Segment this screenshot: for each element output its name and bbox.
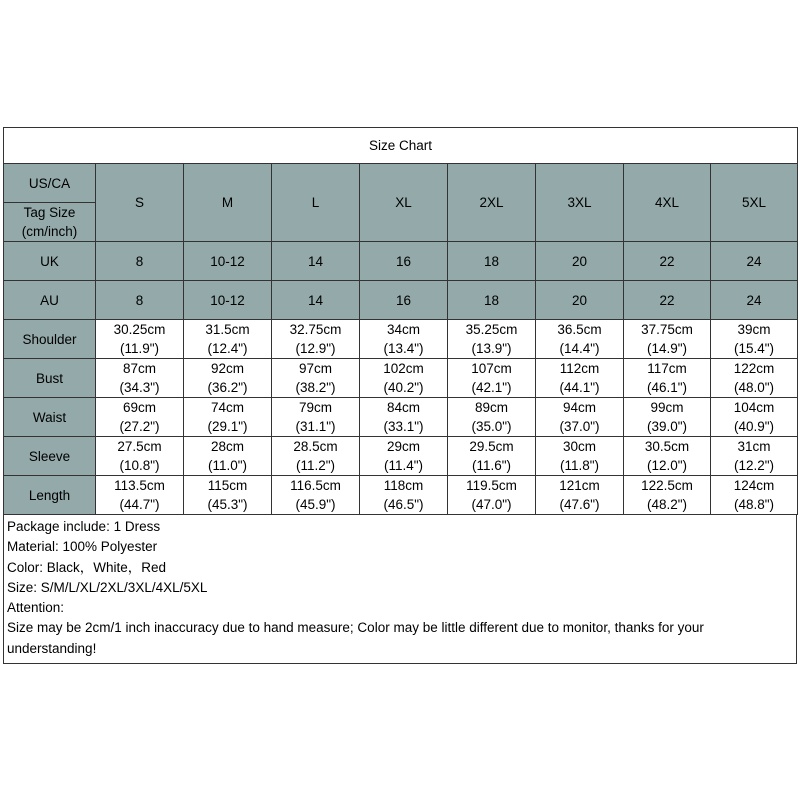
cm-value: 34cm (386, 322, 420, 337)
cm-value: 31cm (737, 439, 771, 454)
cm-value: 39cm (737, 322, 771, 337)
measurement-row (4, 398, 798, 437)
color-note: Color: Black，White，Red (7, 559, 167, 575)
cm-value: 97cm (298, 361, 332, 376)
table-cell (96, 359, 184, 398)
inch-value: (11.0") (207, 458, 248, 473)
table-cell (536, 359, 624, 398)
table-cell (184, 437, 272, 476)
table-cell (448, 398, 536, 437)
cm-value: 124cm (733, 478, 775, 493)
measurement-row (4, 320, 798, 359)
table-cell: 10-12 (184, 281, 272, 320)
cm-value: 112cm (559, 361, 600, 376)
table-cell (448, 359, 536, 398)
cm-value: 117cm (647, 361, 687, 376)
cm-value: 29cm (386, 439, 420, 454)
size-header-l: L (272, 164, 360, 242)
size-header-m: M (184, 164, 272, 242)
conversion-row (4, 281, 798, 320)
inch-value: (12.0") (646, 458, 688, 473)
inch-value: (38.2") (295, 380, 336, 395)
table-cell (360, 359, 448, 398)
table-cell (624, 398, 711, 437)
table-cell: 16 (360, 242, 448, 281)
cm-value: 115cm (207, 478, 248, 493)
attention-note: Attention: (7, 600, 65, 616)
conversion-row (4, 242, 798, 281)
table-cell (272, 359, 360, 398)
tag-size-text: Tag Size (23, 205, 76, 220)
cm-value: 87cm (122, 361, 156, 376)
table-cell (272, 476, 360, 515)
product-notes (3, 515, 797, 664)
inch-value: (39.0") (646, 419, 688, 434)
cm-value: 31.5cm (205, 322, 250, 337)
inch-value: (47.0") (471, 497, 512, 512)
cm-value: 69cm (122, 400, 156, 415)
size-header-3xl: 3XL (536, 164, 624, 242)
table-cell (711, 437, 798, 476)
size-note: Size: S/M/L/XL/2XL/3XL/4XL/5XL (7, 579, 208, 595)
table-cell: 20 (536, 242, 624, 281)
inch-value: (14.9") (646, 341, 688, 356)
table-cell (624, 437, 711, 476)
inch-value: (27.2") (119, 419, 160, 434)
inch-value: (12.9") (295, 341, 336, 356)
table-cell (711, 320, 798, 359)
row-label: Sleeve (4, 437, 96, 476)
table-cell: 14 (272, 242, 360, 281)
cm-value: 28cm (210, 439, 244, 454)
cm-value: 36.5cm (557, 322, 602, 337)
inch-value: (36.2") (207, 380, 248, 395)
material-note: Material: 100% Polyester (7, 539, 158, 555)
inch-value: (45.9") (295, 497, 336, 512)
table-cell (536, 398, 624, 437)
table-cell: 10-12 (184, 242, 272, 281)
row-label: Shoulder (4, 320, 96, 359)
table-cell (536, 437, 624, 476)
tag-size-label (4, 203, 96, 242)
table-cell (184, 398, 272, 437)
table-cell (360, 320, 448, 359)
row-label: Waist (4, 398, 96, 437)
cm-value: 30.5cm (644, 439, 690, 454)
table-cell: 18 (448, 281, 536, 320)
cm-value: 118cm (383, 478, 424, 493)
cm-value: 28.5cm (293, 439, 338, 454)
inch-value: (15.4") (733, 341, 775, 356)
inch-value: (14.4") (559, 341, 600, 356)
cm-value: 92cm (210, 361, 244, 376)
table-cell (711, 398, 798, 437)
table-cell (96, 437, 184, 476)
inch-value: (12.4") (207, 341, 248, 356)
inch-value: (45.3") (207, 497, 248, 512)
inch-value: (48.8") (733, 497, 775, 512)
inch-value: (44.7") (119, 497, 160, 512)
inch-value: (46.5") (383, 497, 424, 512)
table-cell: 20 (536, 281, 624, 320)
inch-value: (34.3") (119, 380, 160, 395)
cm-value: 99cm (650, 400, 684, 415)
cm-value: 29.5cm (469, 439, 514, 454)
inch-value: (46.1") (646, 380, 688, 395)
cm-value: 79cm (298, 400, 332, 415)
inch-value: (48.2") (646, 497, 688, 512)
inch-value: (11.9") (119, 341, 160, 356)
table-cell (448, 320, 536, 359)
table-cell: 22 (624, 242, 711, 281)
cm-value: 113.5cm (114, 478, 165, 493)
us-ca-label: US/CA (4, 164, 96, 203)
inch-value: (33.1") (383, 419, 424, 434)
table-cell (624, 320, 711, 359)
table-cell (96, 320, 184, 359)
size-header-xl: XL (360, 164, 448, 242)
table-cell (711, 359, 798, 398)
inch-value: (44.1") (559, 380, 600, 395)
cm-value: 122.5cm (641, 478, 693, 493)
measurement-row (4, 437, 798, 476)
table-cell (448, 437, 536, 476)
row-label: Length (4, 476, 96, 515)
size-header-5xl: 5XL (711, 164, 798, 242)
table-cell (360, 398, 448, 437)
cm-value: 74cm (210, 400, 244, 415)
row-label: AU (4, 281, 96, 320)
tag-size-unit: (cm/inch) (21, 224, 78, 239)
inch-value: (40.9") (733, 419, 775, 434)
cm-value: 37.75cm (641, 322, 693, 337)
cm-value: 94cm (562, 400, 596, 415)
cm-value: 32.75cm (289, 322, 342, 337)
inch-value: (48.0") (733, 380, 775, 395)
cm-value: 84cm (386, 400, 420, 415)
table-cell: 8 (96, 281, 184, 320)
cm-value: 119.5cm (466, 478, 517, 493)
cm-value: 102cm (383, 361, 424, 376)
size-chart (3, 127, 797, 664)
cm-value: 104cm (733, 400, 775, 415)
inch-value: (11.8") (559, 458, 600, 473)
inch-value: (10.8") (119, 458, 160, 473)
inch-value: (35.0") (471, 419, 512, 434)
size-header-2xl: 2XL (448, 164, 536, 242)
table-cell: 18 (448, 242, 536, 281)
cm-value: 107cm (471, 361, 512, 376)
table-cell: 14 (272, 281, 360, 320)
inch-value: (11.4") (383, 458, 424, 473)
inch-value: (13.4") (383, 341, 424, 356)
table-cell: 8 (96, 242, 184, 281)
table-cell (448, 476, 536, 515)
table-cell (536, 320, 624, 359)
cm-value: 122cm (733, 361, 775, 376)
table-cell (184, 359, 272, 398)
table-cell: 16 (360, 281, 448, 320)
cm-value: 27.5cm (117, 439, 162, 454)
inch-value: (42.1") (471, 380, 512, 395)
inch-value: (37.0") (559, 419, 600, 434)
table-cell (272, 398, 360, 437)
table-cell (360, 437, 448, 476)
row-label: UK (4, 242, 96, 281)
table-cell (184, 476, 272, 515)
table-cell (536, 476, 624, 515)
cm-value: 30cm (562, 439, 596, 454)
table-cell (96, 476, 184, 515)
table-cell (96, 398, 184, 437)
inch-value: (47.6") (559, 497, 600, 512)
measurement-row (4, 359, 798, 398)
cm-value: 35.25cm (465, 322, 518, 337)
cm-value: 89cm (474, 400, 508, 415)
table-cell (711, 476, 798, 515)
disclaimer-note: Size may be 2cm/1 inch inaccuracy due to hand measure; Color may be little different due to monitor, thanks for your understanding! (7, 620, 704, 656)
table-cell (624, 476, 711, 515)
inch-value: (13.9") (471, 341, 512, 356)
size-header-s: S (96, 164, 184, 242)
table-cell: 24 (711, 281, 798, 320)
cm-value: 116.5cm (290, 478, 341, 493)
inch-value: (31.1") (295, 419, 336, 434)
table-cell: 22 (624, 281, 711, 320)
table-cell (624, 359, 711, 398)
table-cell (272, 437, 360, 476)
size-table (3, 127, 798, 515)
inch-value: (11.2") (295, 458, 336, 473)
chart-title: Size Chart (4, 128, 798, 164)
measurement-row (4, 476, 798, 515)
size-header-4xl: 4XL (624, 164, 711, 242)
cm-value: 121cm (559, 478, 600, 493)
inch-value: (11.6") (471, 458, 512, 473)
cm-value: 30.25cm (113, 322, 166, 337)
table-cell (360, 476, 448, 515)
table-cell (184, 320, 272, 359)
inch-value: (29.1") (207, 419, 248, 434)
table-cell: 24 (711, 242, 798, 281)
inch-value: (40.2") (383, 380, 424, 395)
package-note: Package include: 1 Dress (7, 519, 161, 534)
table-cell (272, 320, 360, 359)
row-label: Bust (4, 359, 96, 398)
inch-value: (12.2") (733, 458, 775, 473)
